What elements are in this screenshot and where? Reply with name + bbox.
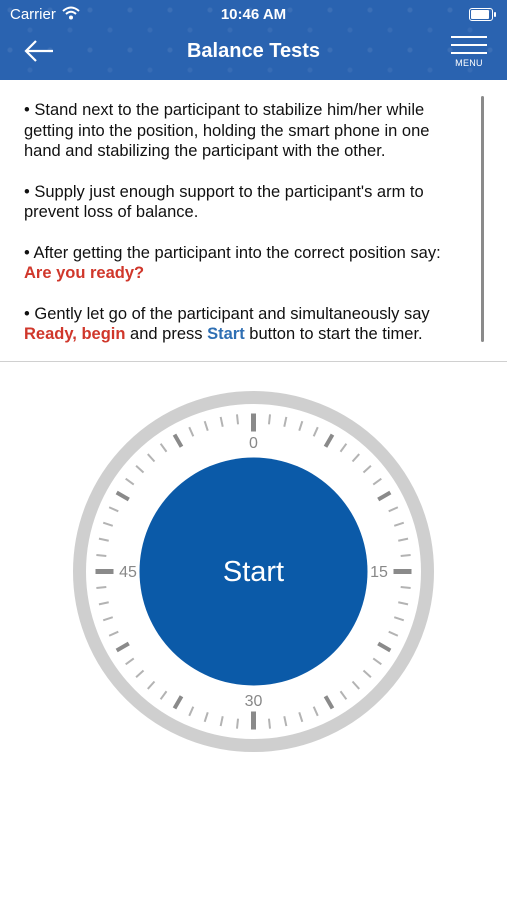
dial-tick bbox=[148, 454, 155, 461]
dial-tick bbox=[126, 658, 134, 664]
dial-tick bbox=[205, 421, 208, 431]
dial-tick bbox=[221, 716, 223, 726]
dial-tick bbox=[109, 507, 118, 511]
hamburger-icon-line bbox=[451, 52, 487, 54]
scrollbar[interactable] bbox=[481, 96, 484, 342]
dial-tick bbox=[284, 417, 286, 427]
dial-tick bbox=[314, 707, 318, 716]
dial-tick bbox=[398, 602, 408, 604]
dial-tick bbox=[299, 712, 302, 722]
hamburger-icon-line bbox=[451, 44, 487, 46]
navigation-bar bbox=[0, 0, 507, 80]
dial-tick bbox=[237, 414, 238, 424]
instruction-text: • After getting the participant into the correct position say: bbox=[24, 243, 441, 262]
dial-tick bbox=[340, 691, 346, 699]
dial-tick bbox=[136, 466, 143, 473]
dial-tick bbox=[175, 435, 182, 447]
instruction-paragraph bbox=[24, 243, 469, 284]
dial-tick bbox=[117, 644, 129, 651]
dial-label-0: 0 bbox=[249, 435, 258, 452]
dial-tick bbox=[221, 417, 223, 427]
dial-tick bbox=[237, 719, 238, 729]
start-button-label[interactable]: Start bbox=[222, 556, 285, 588]
dial-tick bbox=[126, 479, 134, 485]
dial-tick bbox=[109, 632, 118, 636]
instruction-text: • Gently let go of the participant and simultaneously say bbox=[24, 304, 430, 323]
dial-tick bbox=[189, 707, 193, 716]
dial-tick bbox=[394, 523, 404, 526]
instruction-text: and press bbox=[125, 325, 208, 343]
instructions-text bbox=[24, 100, 469, 365]
instruction-text: button to start the timer. bbox=[244, 325, 423, 343]
instruction-paragraph bbox=[24, 182, 469, 223]
instruction-paragraph bbox=[24, 304, 469, 345]
timer-dial bbox=[70, 388, 437, 755]
hamburger-icon bbox=[451, 36, 487, 38]
instruction-paragraph bbox=[24, 100, 469, 162]
dial-tick bbox=[353, 681, 360, 688]
dial-tick bbox=[103, 617, 113, 620]
dial-tick bbox=[269, 719, 270, 729]
dial-tick bbox=[398, 539, 408, 541]
dial-tick bbox=[373, 658, 381, 664]
page-title: Balance Tests bbox=[186, 40, 321, 62]
dial-label-30: 30 bbox=[244, 693, 263, 710]
status-bar bbox=[0, 4, 507, 26]
dial-tick bbox=[389, 507, 398, 511]
dial-tick bbox=[189, 427, 193, 436]
dial-tick bbox=[148, 681, 155, 688]
instruction-text: Ready, begin bbox=[24, 325, 126, 343]
dial-tick bbox=[378, 644, 390, 651]
dial-label-15: 15 bbox=[370, 564, 388, 581]
dial-tick bbox=[353, 454, 360, 461]
dial-tick bbox=[161, 691, 167, 699]
dial-tick bbox=[103, 523, 113, 526]
dial-tick bbox=[99, 539, 109, 541]
dial-label-45: 45 bbox=[119, 564, 137, 581]
battery-icon bbox=[469, 8, 493, 21]
instruction-text: • Stand next to the participant to stabilize him/her while getting into the position, holding the smart phone in one hand and stabilizing the participant with the other. bbox=[24, 101, 430, 160]
dial-tick bbox=[99, 602, 109, 604]
dial-tick bbox=[269, 414, 270, 424]
dial-tick bbox=[401, 587, 411, 588]
dial-tick bbox=[394, 617, 404, 620]
menu-button[interactable] bbox=[451, 36, 487, 72]
dial-tick bbox=[299, 421, 302, 431]
dial-tick bbox=[363, 466, 370, 473]
instruction-text: Start bbox=[207, 325, 245, 343]
dial-tick bbox=[96, 587, 106, 588]
dial-tick bbox=[96, 555, 106, 556]
dial-tick bbox=[175, 696, 182, 708]
start-button[interactable] bbox=[140, 458, 368, 686]
divider bbox=[0, 361, 507, 362]
dial-tick bbox=[284, 716, 286, 726]
dial-tick bbox=[401, 555, 411, 556]
dial-tick bbox=[205, 712, 208, 722]
dial-tick bbox=[340, 444, 346, 452]
dial-tick bbox=[117, 493, 129, 500]
menu-label: MENU bbox=[455, 58, 483, 68]
dial-tick bbox=[161, 444, 167, 452]
instruction-text: • Supply just enough support to the participant's arm to prevent loss of balance. bbox=[24, 182, 424, 221]
status-time: 10:46 AM bbox=[220, 6, 287, 23]
dial-tick bbox=[389, 632, 398, 636]
dial-tick bbox=[314, 427, 318, 436]
dial-tick bbox=[373, 479, 381, 485]
dial-tick bbox=[326, 696, 333, 708]
carrier-label: Carrier bbox=[10, 6, 56, 23]
dial-tick bbox=[378, 493, 390, 500]
instruction-text: Are you ready? bbox=[24, 264, 145, 282]
dial-tick bbox=[136, 671, 143, 678]
dial-tick bbox=[363, 671, 370, 678]
dial-tick bbox=[326, 435, 333, 447]
